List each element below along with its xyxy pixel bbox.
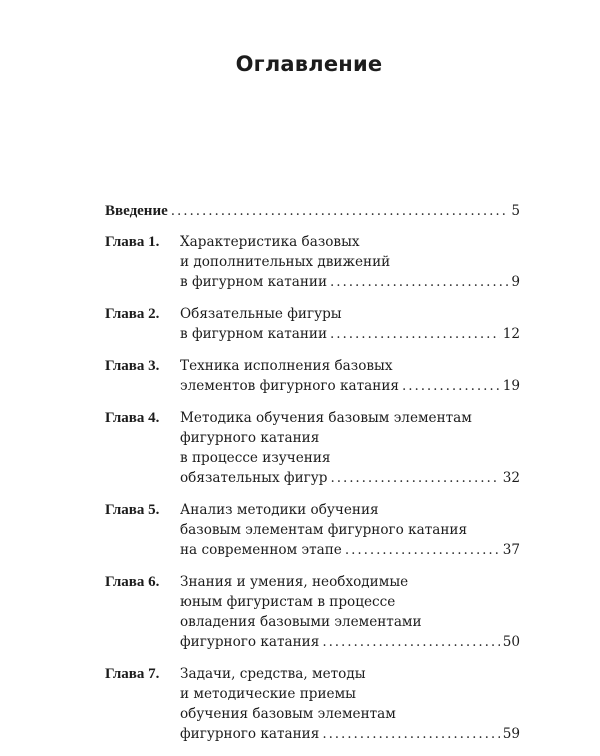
entry-text (180, 356, 520, 396)
dot-leader (345, 540, 500, 560)
entry-line: базовым элементам фигурного катания (180, 522, 468, 538)
toc-entry-introduction[interactable] (105, 201, 520, 221)
entry-line: фигурного катания (180, 430, 320, 446)
chapter-label: Глава 5. (105, 502, 160, 518)
entry-line: Обязательные фигуры (180, 306, 342, 322)
entry-line: и дополнительных движений (180, 254, 391, 270)
chapter-label: Глава 6. (105, 574, 160, 590)
entry-text (105, 201, 520, 221)
entry-text (180, 408, 520, 488)
page-number: 9 (511, 274, 520, 290)
chapter-label: Глава 7. (105, 666, 160, 682)
chapter-label: Глава 2. (105, 306, 160, 322)
entry-text (180, 572, 520, 652)
table-of-contents (105, 201, 520, 756)
page-number: 37 (502, 542, 520, 558)
entry-line: Задачи, средства, методы (180, 666, 366, 682)
entry-line: Техника исполнения базовых (180, 358, 393, 374)
entry-line: на современном этапе (180, 542, 342, 558)
toc-entry-chapter-5[interactable] (105, 500, 520, 560)
entry-line: Знания и умения, необходимые (180, 574, 409, 590)
entry-line: фигурного катания (180, 634, 320, 650)
toc-entry-chapter-1[interactable] (105, 232, 520, 292)
entry-line: в фигурном катании (180, 326, 328, 342)
entry-text (180, 304, 520, 344)
entry-line: элементов фигурного катания (180, 378, 399, 394)
toc-entry-chapter-7[interactable] (105, 664, 520, 744)
page-number: 50 (502, 634, 520, 650)
entry-line: овладения базовыми элементами (180, 614, 422, 630)
entry-line: юным фигуристам в процессе (180, 594, 396, 610)
entry-line: в процессе изучения (180, 450, 331, 466)
entry-line: Характеристика базовых (180, 234, 360, 250)
entry-text (180, 500, 520, 560)
dot-leader (330, 324, 500, 344)
dot-leader (322, 632, 499, 652)
entry-line: Анализ методики обучения (180, 502, 379, 518)
page-number: 12 (502, 326, 520, 342)
dot-leader (330, 468, 499, 488)
toc-entry-chapter-2[interactable] (105, 304, 520, 344)
page-number: 59 (502, 726, 520, 742)
toc-entry-chapter-6[interactable] (105, 572, 520, 652)
dot-leader (402, 376, 500, 396)
page-title: Оглавление (235, 52, 383, 76)
chapter-label: Глава 3. (105, 358, 160, 374)
page-number: 32 (502, 470, 520, 486)
entry-line: и методические приемы (180, 686, 356, 702)
dot-leader (171, 201, 509, 221)
toc-entry-chapter-4[interactable] (105, 408, 520, 488)
entry-title: Введение (105, 203, 168, 219)
dot-leader (322, 724, 499, 744)
entry-text (180, 232, 520, 292)
chapter-label: Глава 1. (105, 234, 160, 250)
page-number: 19 (502, 378, 520, 394)
entry-line: фигурного катания (180, 726, 320, 742)
chapter-label: Глава 4. (105, 410, 160, 426)
entry-line: обучения базовым элементам (180, 706, 396, 722)
entry-line: Методика обучения базовым элементам (180, 410, 472, 426)
page-number: 5 (511, 203, 520, 219)
toc-entry-chapter-3[interactable] (105, 356, 520, 396)
entry-line: в фигурном катании (180, 274, 328, 290)
entry-line: обязательных фигур (180, 470, 328, 486)
dot-leader (330, 272, 508, 292)
entry-text (180, 664, 520, 744)
